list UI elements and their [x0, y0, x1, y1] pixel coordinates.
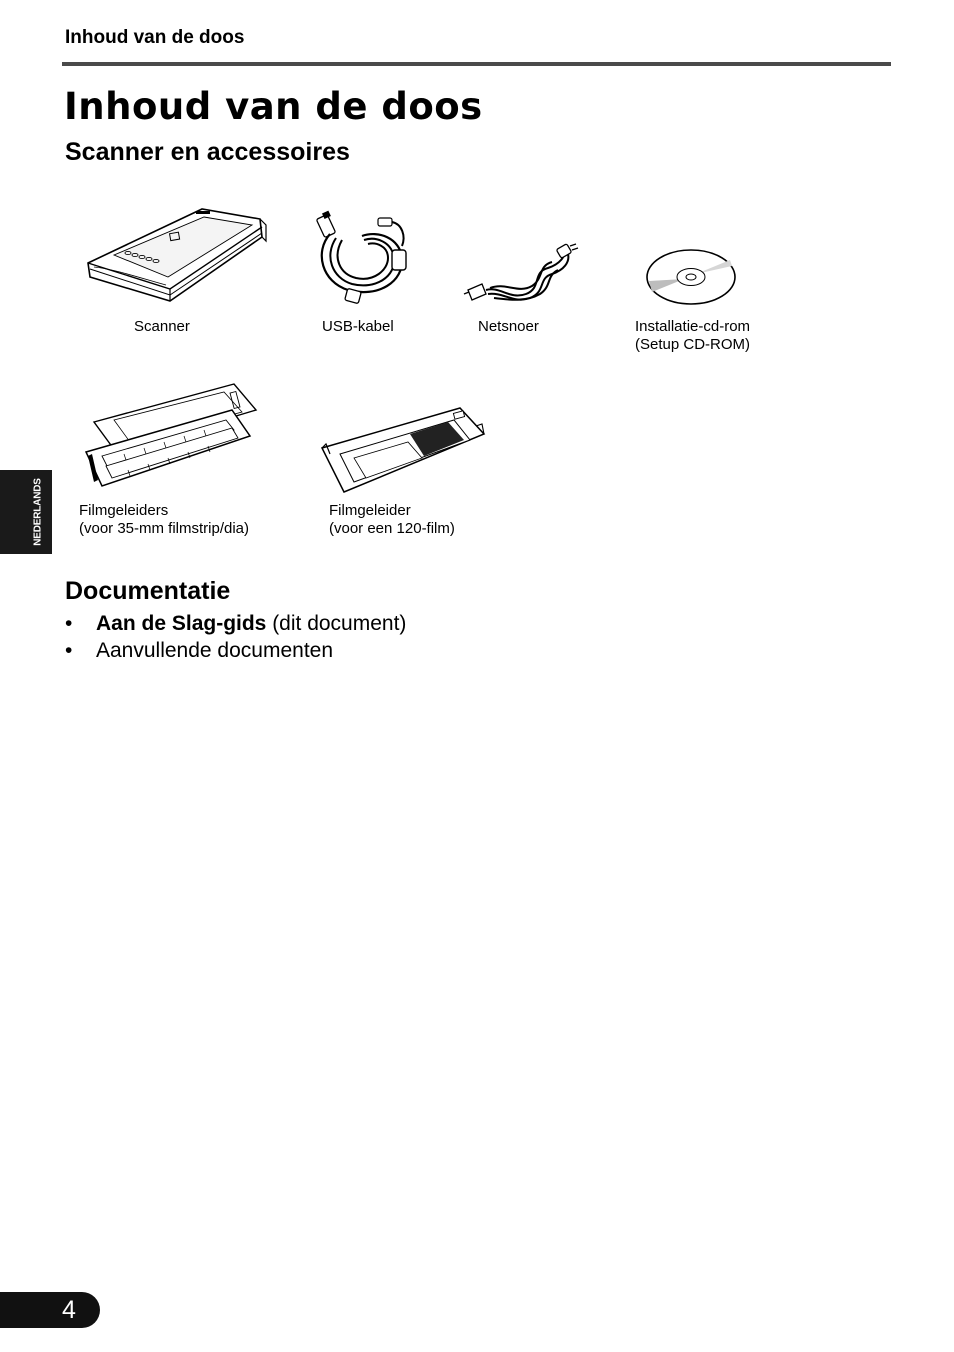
- section-heading-scanner: Scanner en accessoires: [65, 138, 350, 166]
- section-heading-documentation: Documentatie: [65, 577, 231, 605]
- running-header: Inhoud van de doos: [65, 27, 245, 48]
- header-rule: [62, 62, 891, 66]
- bullet: •: [65, 612, 73, 635]
- power-cord-icon: [460, 242, 582, 306]
- list-item: [65, 610, 406, 637]
- document-note: (dit document): [266, 612, 407, 635]
- document-title: Aan de Slag-gids: [96, 612, 267, 635]
- usb-cable-icon: [318, 212, 414, 306]
- bullet: •: [65, 639, 73, 662]
- documentation-list: [65, 610, 406, 664]
- page-number-tab: [0, 1292, 100, 1328]
- caption-cd-rom: Installatie-cd-rom (Setup CD-ROM): [635, 318, 751, 353]
- language-tab: [0, 470, 52, 554]
- caption-usb-cable: USB-kabel: [322, 318, 394, 335]
- caption-power-cord: Netsnoer: [478, 318, 539, 335]
- film-guide-120-icon: [318, 404, 488, 496]
- document-title: Aanvullende documenten: [96, 639, 334, 662]
- caption-scanner: Scanner: [134, 318, 190, 335]
- scanner-icon: [84, 203, 269, 309]
- caption-film-guides-35mm: Filmgeleiders (voor 35-mm filmstrip/dia): [79, 502, 250, 537]
- film-guides-35mm-icon: [84, 380, 262, 498]
- cd-rom-icon: [644, 248, 738, 308]
- page-number: 4: [62, 1296, 76, 1324]
- page-title: Inhoud van de doos: [64, 85, 483, 128]
- list-item: [65, 637, 406, 664]
- language-tab-label: NEDERLANDS: [32, 478, 44, 546]
- caption-film-guide-120: Filmgeleider (voor een 120-film): [329, 502, 455, 537]
